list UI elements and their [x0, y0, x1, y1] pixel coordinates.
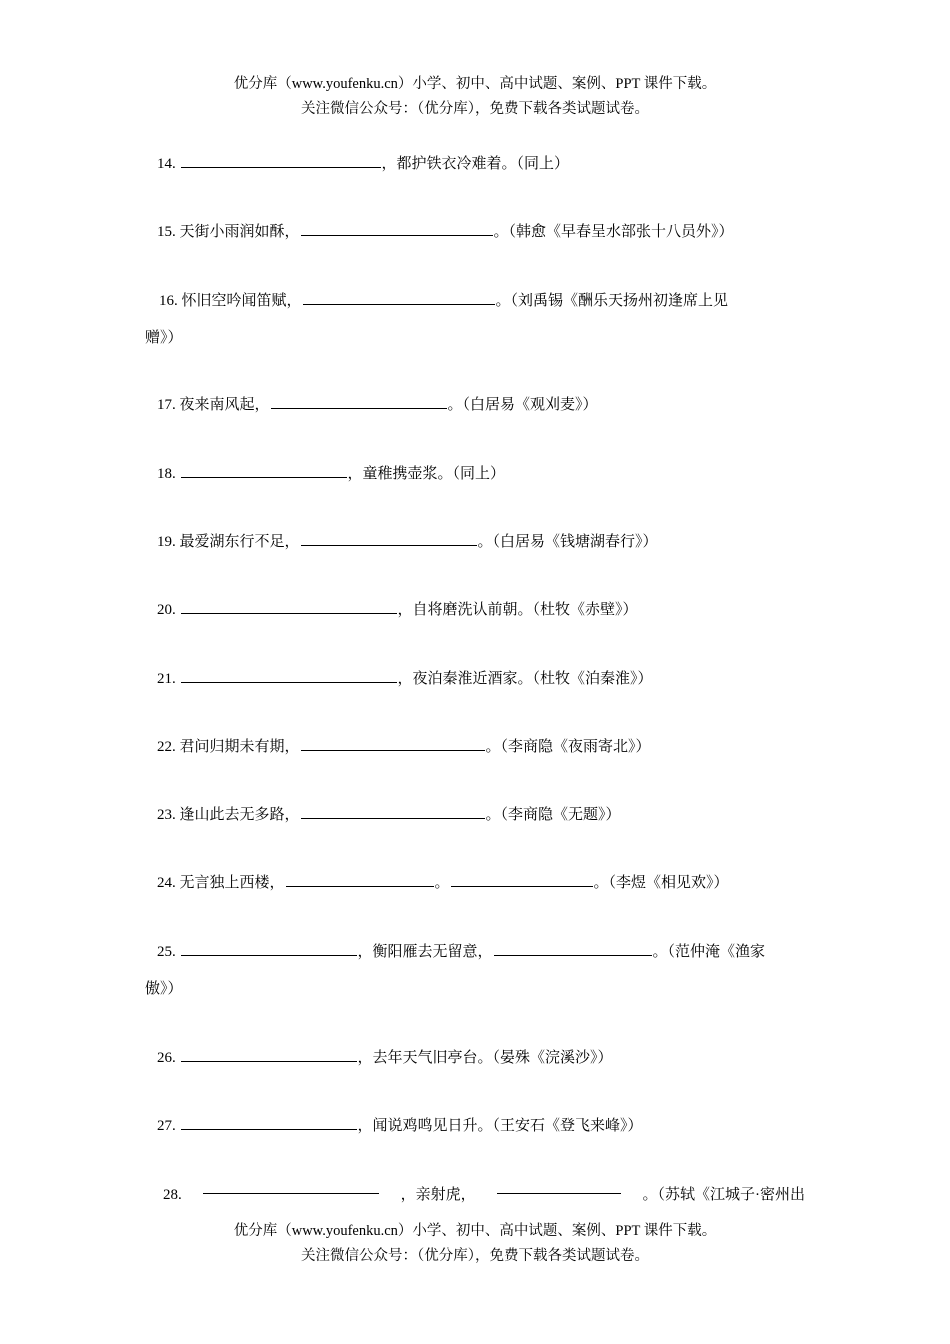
question-text-after: 。（韩愈《早春呈水部张十八员外》） — [493, 224, 734, 240]
question-22 — [145, 729, 822, 766]
answer-blank[interactable] — [271, 392, 447, 409]
question-text-after: ，夜泊秦淮近酒家。（杜牧《泊秦淮》） — [397, 671, 653, 687]
question-continuation: 赠》） — [145, 330, 183, 346]
question-number: 19. — [157, 534, 176, 550]
question-number: 21. — [157, 671, 176, 687]
question-17 — [145, 387, 822, 424]
question-text-after: 。（李商隐《无题》） — [485, 807, 621, 823]
answer-blank[interactable] — [301, 802, 485, 819]
question-20 — [145, 592, 822, 629]
question-24 — [145, 865, 822, 902]
answer-blank[interactable] — [181, 597, 397, 614]
answer-blank[interactable] — [181, 666, 397, 683]
answer-blank[interactable] — [301, 529, 477, 546]
question-number: 18. — [157, 466, 176, 482]
question-16 — [145, 283, 810, 357]
question-number: 24. — [157, 875, 176, 891]
header-line-1: 优分库（www.youfenku.cn）小学、初中、高中试题、案例、PPT 课件下载。 — [233, 76, 717, 92]
question-text-after: ，自将磨洗认前朝。（杜牧《赤壁》） — [397, 602, 638, 618]
answer-blank[interactable] — [181, 1045, 357, 1062]
question-text-after: ，去年天气旧亭台。（晏殊《浣溪沙》） — [357, 1050, 613, 1066]
question-number: 20. — [157, 602, 176, 618]
question-text-before: 夜来南风起， — [179, 397, 270, 413]
question-number: 15. — [157, 224, 176, 240]
question-text-after: 。（白居易《观刈麦》） — [447, 397, 598, 413]
question-text-after: ，童稚携壶浆。（同上） — [347, 466, 506, 482]
footer-line-1: 优分库（www.youfenku.cn）小学、初中、高中试题、案例、PPT 课件下载。 — [233, 1223, 717, 1239]
question-text-mid: ，亲射虎， — [400, 1187, 476, 1203]
question-number: 28. — [163, 1187, 182, 1203]
question-number: 27. — [157, 1118, 176, 1134]
answer-blank[interactable] — [301, 219, 493, 236]
question-number: 25. — [157, 944, 176, 960]
question-number: 14. — [157, 156, 176, 172]
answer-blank-1[interactable] — [203, 1177, 379, 1194]
question-text-before: 天街小雨润如酥， — [179, 224, 300, 240]
question-text-after: ，闻说鸡鸣见日升。（王安石《登飞来峰》） — [357, 1118, 643, 1134]
answer-blank[interactable] — [303, 288, 495, 305]
question-text-before: 怀旧空吟闻笛赋， — [181, 293, 302, 309]
question-text-before: 最爱湖东行不足， — [179, 534, 300, 550]
question-number: 22. — [157, 739, 176, 755]
question-14 — [145, 146, 822, 183]
question-text-after: 。（刘禹锡《酬乐天扬州初逢席上见 — [495, 293, 729, 309]
answer-blank[interactable] — [181, 461, 347, 478]
question-text-after: 。（李商隐《夜雨寄北》） — [485, 739, 651, 755]
question-number: 23. — [157, 807, 176, 823]
question-number: 17. — [157, 397, 176, 413]
answer-blank-2[interactable] — [451, 870, 593, 887]
question-number: 16. — [159, 293, 178, 309]
question-26 — [145, 1040, 822, 1077]
question-text-mid: 。 — [434, 875, 450, 891]
question-text-after: 。（李煜《相见欢》） — [593, 875, 729, 891]
question-27 — [145, 1108, 822, 1145]
answer-blank-1[interactable] — [181, 939, 357, 956]
footer-line-2: 关注微信公众号：（优分库），免费下载各类试题试卷。 — [301, 1248, 649, 1264]
question-23 — [145, 797, 822, 834]
answer-blank[interactable] — [181, 1113, 357, 1130]
question-text-before: 无言独上西楼， — [179, 875, 285, 891]
question-15 — [145, 214, 822, 251]
question-21 — [145, 661, 822, 698]
answer-blank-1[interactable] — [286, 870, 434, 887]
answer-blank[interactable] — [301, 734, 485, 751]
question-text-after: ，都护铁衣冷难着。（同上） — [381, 156, 570, 172]
question-text-mid: ，衡阳雁去无留意， — [357, 944, 493, 960]
header-line-2: 关注微信公众号：（优分库），免费下载各类试题试卷。 — [301, 101, 649, 117]
question-text-after: 。（苏轼《江城子·密州出 — [642, 1187, 805, 1203]
answer-blank[interactable] — [181, 151, 381, 168]
answer-blank-2[interactable] — [494, 939, 652, 956]
question-number: 26. — [157, 1050, 176, 1066]
question-text-after: 。（范仲淹《渔家 — [652, 944, 766, 960]
question-19 — [145, 524, 822, 561]
question-18 — [145, 456, 822, 493]
question-28 — [145, 1177, 810, 1214]
answer-blank-2[interactable] — [497, 1177, 621, 1194]
question-25 — [145, 934, 810, 1008]
question-continuation: 傲》） — [145, 981, 183, 997]
question-text-after: 。（白居易《钱塘湖春行》） — [477, 534, 658, 550]
question-text-before: 君问归期未有期， — [179, 739, 300, 755]
question-text-before: 逢山此去无多路， — [179, 807, 300, 823]
